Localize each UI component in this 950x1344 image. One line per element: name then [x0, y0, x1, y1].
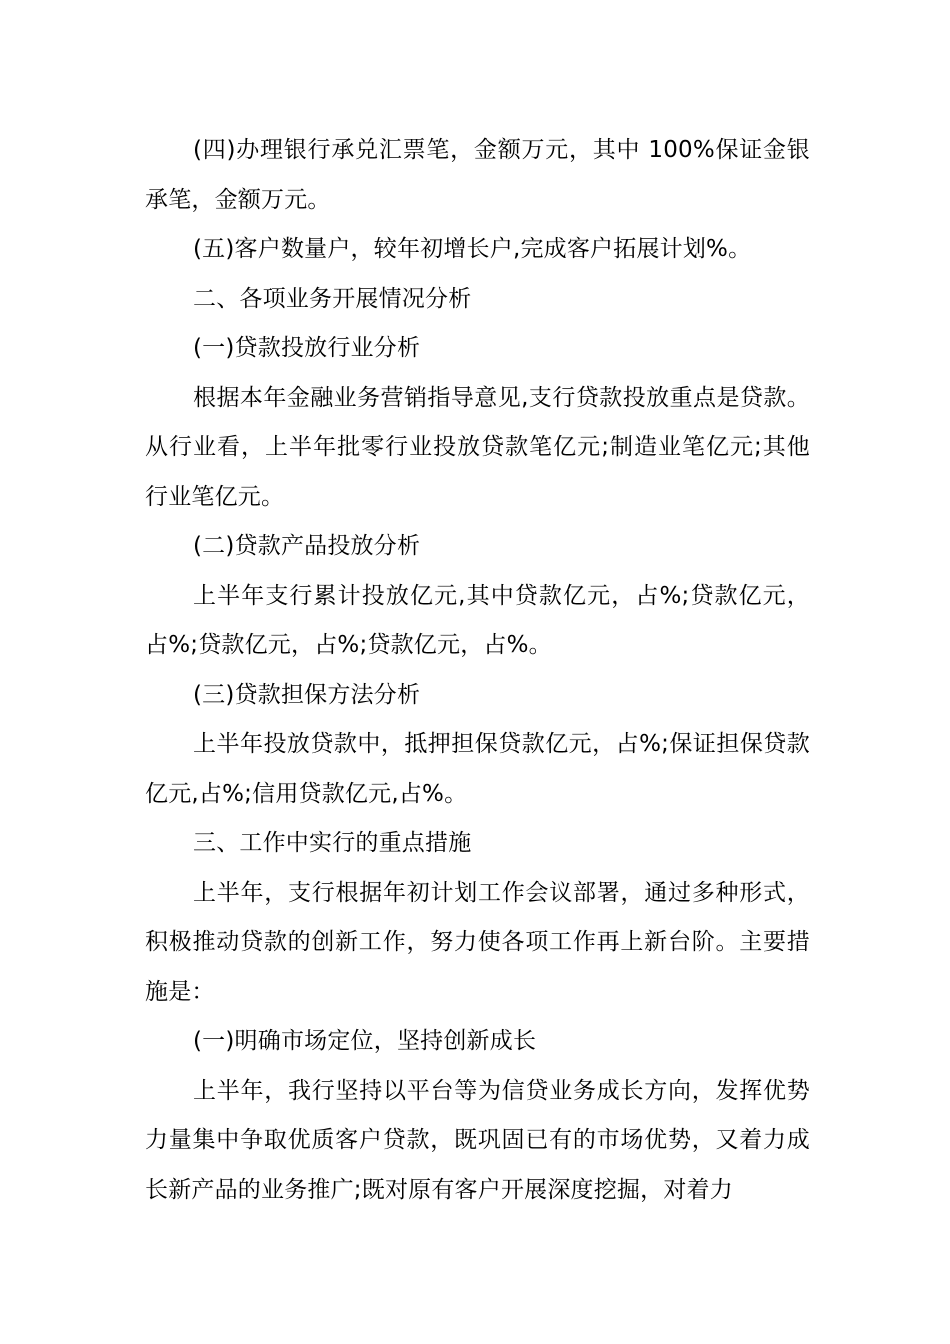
- section-heading-key-measures: 三、工作中实行的重点措施: [193, 830, 472, 856]
- subheading-industry-analysis: (一)贷款投放行业分析: [193, 335, 421, 361]
- paragraph-industry-analysis: 根据本年金融业务营销指导意见,支行贷款投放重点是贷款。从行业看，上半年批零行业投放贷款笔亿元;制造业笔亿元;其他行业笔亿元。: [145, 384, 810, 510]
- paragraph-product-analysis: 上半年支行累计投放亿元,其中贷款亿元，占%;贷款亿元，占%;贷款亿元，占%;贷款亿元，占%。: [145, 582, 810, 658]
- paragraph-guarantee-analysis: 上半年投放贷款中，抵押担保贷款亿元，占%;保证担保贷款亿元,占%;信用贷款亿元,占%。: [145, 731, 810, 807]
- subheading-guarantee-analysis: (三)贷款担保方法分析: [193, 681, 421, 708]
- paragraph-customer-count: (五)客户数量户，较年初增长户,完成客户拓展计划%。: [193, 236, 752, 262]
- section-heading-business-analysis: 二、各项业务开展情况分析: [193, 285, 472, 312]
- document-body: [145, 126, 810, 1215]
- paragraph-key-measures-intro: 上半年，支行根据年初计划工作会议部署，通过多种形式，积极推动贷款的创新工作，努力使各项工作再上新台阶。主要措施是：: [145, 879, 810, 1005]
- subheading-product-analysis: (二)贷款产品投放分析: [193, 533, 421, 559]
- paragraph-market-positioning: 上半年，我行坚持以平台等为信贷业务成长方向，发挥优势力量集中争取优质客户贷款，既巩固已有的市场优势，又着力成长新产品的业务推广;既对原有客户开展深度挖掘，对着力: [145, 1077, 810, 1203]
- subheading-market-positioning: (一)明确市场定位，坚持创新成长: [193, 1028, 537, 1054]
- paragraph-acceptance-bills: (四)办理银行承兑汇票笔，金额万元，其中 100%保证金银承笔，金额万元。: [145, 137, 810, 213]
